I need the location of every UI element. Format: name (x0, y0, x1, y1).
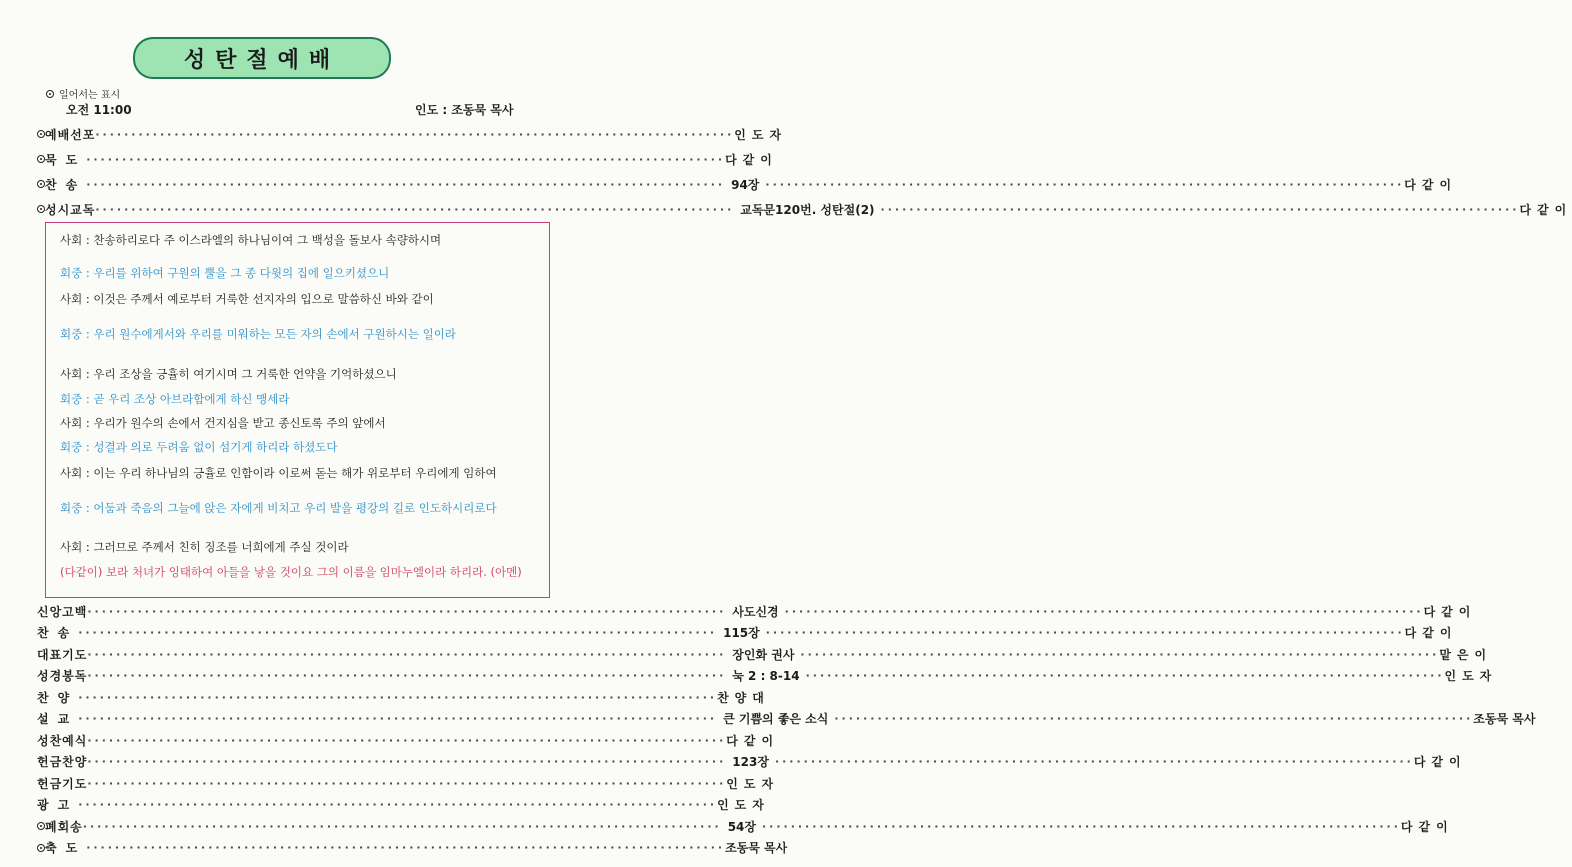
order-row (37, 773, 780, 793)
order-item-detail (87, 777, 726, 790)
order-row (37, 687, 770, 707)
standing-mark-icon (37, 180, 45, 188)
order-row (37, 623, 1458, 643)
order-item-detail (86, 176, 1404, 193)
leader-dots: ························································································· (95, 127, 735, 141)
order-item-name: 폐회송 (45, 819, 83, 834)
service-time: 오전 11:00 (66, 103, 132, 117)
order-item-detail (86, 153, 725, 166)
standing-mark-icon (37, 155, 45, 163)
leader-dots: ························································································· (78, 712, 718, 725)
order-item-detail (78, 691, 717, 704)
order-row (37, 124, 788, 144)
order-row (37, 174, 1458, 194)
standing-note (46, 86, 120, 101)
order-item-person: 인도자 (734, 127, 788, 142)
responsive-line: 회중 : 성결과 의로 두려움 없이 섬기게 하리라 하셨도다 (60, 440, 338, 454)
leader-dots: ························································································· (834, 712, 1474, 725)
standing-mark-icon (37, 130, 45, 138)
order-row (37, 199, 1572, 219)
order-item-person: 다같이 (1423, 604, 1477, 619)
responsive-line: 사회 : 우리가 원수의 손에서 건지심을 받고 종신토록 주의 앞에서 (60, 416, 386, 430)
order-item-detail-text: 94장 (731, 177, 760, 192)
order-item-detail (83, 818, 1401, 835)
leader-dots: ························································································· (78, 798, 718, 811)
order-item-name: 예배선포 (45, 127, 96, 142)
responsive-line: 회중 : 우리 원수에게서와 우리를 미워하는 모든 자의 손에서 구원하시는 일이라 (60, 327, 456, 341)
order-item-detail-text: 장인화 권사 (732, 647, 795, 662)
leader-dots: ························································································· (86, 177, 726, 191)
order-row (37, 730, 780, 750)
leader-dots: ························································································· (78, 626, 718, 639)
order-item-name: 성시교독 (45, 202, 96, 217)
order-item-person: 다같이 (1519, 202, 1572, 217)
leader-dots: ························································································· (87, 733, 727, 747)
row-mark (37, 822, 45, 830)
order-item-person: 다같이 (726, 733, 780, 748)
order-row (37, 666, 1498, 686)
responsive-line: 회중 : 어둠과 죽음의 그늘에 앉은 자에게 비치고 우리 발을 평강의 길로 인도하시리로다 (60, 501, 497, 515)
order-item-detail (87, 603, 1423, 620)
leader-dots: ························································································· (87, 647, 727, 661)
standing-mark-icon (37, 844, 45, 852)
leader-dots: ························································································· (800, 647, 1440, 661)
order-item-detail-text: 115장 (723, 626, 760, 640)
order-item-name: 찬송 (45, 177, 87, 192)
row-mark (37, 844, 45, 852)
leader-dots: ························································································· (761, 819, 1401, 833)
standing-mark-icon (37, 205, 45, 213)
order-item-person: 인도자 (726, 776, 780, 791)
order-item-person: 맡은이 (1439, 647, 1493, 662)
order-item-person: 다같이 (725, 152, 778, 167)
order-item-detail (86, 841, 725, 854)
order-item-detail (87, 753, 1413, 770)
order-item-person: 다같이 (1400, 819, 1454, 834)
order-item-name: 광고 (37, 798, 79, 812)
order-item-detail-text: 54장 (727, 819, 756, 834)
standing-mark-icon (37, 822, 45, 830)
responsive-line: 회중 : 우리를 위하여 구원의 뿔을 그 종 다윗의 집에 일으키셨으니 (60, 266, 390, 280)
order-item-detail-text: 교독문120번. 성탄절(2) (740, 202, 875, 217)
order-item-person: 다같이 (1404, 626, 1458, 640)
order-item-name: 설교 (37, 712, 79, 726)
leader-dots: ························································································· (774, 755, 1414, 768)
order-item-name: 찬양 (37, 690, 79, 705)
order-item-detail (78, 798, 717, 811)
order-item-person: 조동묵 목사 (1473, 712, 1536, 726)
leader-dots: ························································································· (765, 626, 1405, 639)
responsive-line: 사회 : 이것은 주께서 예로부터 거룩한 선지자의 입으로 말씀하신 바와 같이 (60, 292, 434, 306)
order-item-name: 대표기도 (37, 647, 88, 662)
responsive-line: 사회 : 우리 조상을 긍휼히 여기시며 그 거룩한 언약을 기억하셨으니 (60, 367, 397, 381)
standing-note-label: 일어서는 표시 (59, 90, 121, 101)
leader-dots: ························································································· (82, 819, 722, 833)
responsive-line: (다같이) 보라 처녀가 잉태하여 아들을 낳을 것이요 그의 이름을 임마누엘이라 하리라. (아멘) (60, 565, 522, 579)
order-item-detail (87, 667, 1444, 684)
row-mark (37, 205, 45, 213)
order-item-person: 찬양대 (717, 690, 770, 705)
order-row (37, 709, 1536, 729)
leader-dots: ························································································· (86, 152, 726, 166)
service-leader: 인도 : 조동묵 목사 (415, 103, 514, 117)
standing-mark-icon (46, 90, 54, 98)
order-item-name: 신앙고백 (37, 604, 88, 619)
order-item-detail (78, 624, 1404, 641)
leader-dots: ························································································· (87, 776, 727, 790)
order-item-detail (95, 128, 734, 141)
leader-dots: ························································································· (87, 755, 727, 768)
order-row (37, 149, 778, 169)
row-mark (37, 130, 45, 138)
order-row (37, 838, 788, 858)
leader-dots: ························································································· (784, 604, 1424, 618)
order-row (37, 601, 1477, 621)
order-row (37, 795, 770, 815)
order-item-name: 성경봉독 (37, 669, 88, 683)
responsive-line: 사회 : 그러므로 주께서 친히 징조를 너희에게 주실 것이라 (60, 540, 349, 554)
row-mark (37, 180, 45, 188)
order-item-name: 축도 (45, 841, 87, 855)
order-item-detail (78, 710, 1473, 727)
order-row (37, 752, 1467, 772)
order-item-detail-text: 사도신경 (732, 604, 779, 619)
responsive-line: 사회 : 이는 우리 하나님의 긍휼로 인함이라 이로써 돋는 해가 위로부터 우리에게 임하여 (60, 466, 497, 480)
responsive-line: 회중 : 곧 우리 조상 아브라함에게 하신 맹세라 (60, 392, 290, 406)
row-mark (37, 155, 45, 163)
leader-dots: ························································································· (765, 177, 1405, 191)
order-item-detail-text: 큰 기쁨의 좋은 소식 (723, 712, 829, 726)
order-item-person: 다같이 (1404, 177, 1458, 192)
order-item-person: 인도자 (717, 798, 770, 812)
order-item-person: 다같이 (1413, 755, 1467, 769)
order-item-detail (87, 646, 1439, 663)
order-item-detail (95, 201, 1519, 218)
leader-dots: ························································································· (87, 604, 727, 618)
leader-dots: ························································································· (805, 669, 1445, 682)
leader-dots: ························································································· (78, 690, 718, 704)
leader-dots: ························································································· (87, 669, 727, 682)
order-item-detail-text: 눅 2 : 8-14 (732, 669, 800, 683)
leader-dots: ························································································· (86, 841, 726, 854)
order-item-name: 헌금찬양 (37, 755, 88, 769)
order-item-name: 찬송 (37, 626, 79, 640)
order-item-detail (87, 734, 726, 747)
order-item-name: 헌금기도 (37, 776, 88, 791)
page-title: 성탄절예배 (133, 37, 391, 79)
responsive-line: 사회 : 찬송하리로다 주 이스라엘의 하나님이여 그 백성을 돌보사 속량하시며 (60, 233, 442, 247)
order-item-name: 성찬예식 (37, 733, 88, 748)
order-row (37, 644, 1493, 664)
leader-dots: ························································································· (880, 202, 1520, 216)
leader-dots: ························································································· (95, 202, 735, 216)
order-item-person: 조동묵 목사 (725, 841, 788, 855)
order-item-person: 인도자 (1444, 669, 1498, 683)
order-item-name: 묵도 (45, 152, 87, 167)
order-row (37, 816, 1454, 836)
order-item-detail-text: 123장 (732, 755, 769, 769)
